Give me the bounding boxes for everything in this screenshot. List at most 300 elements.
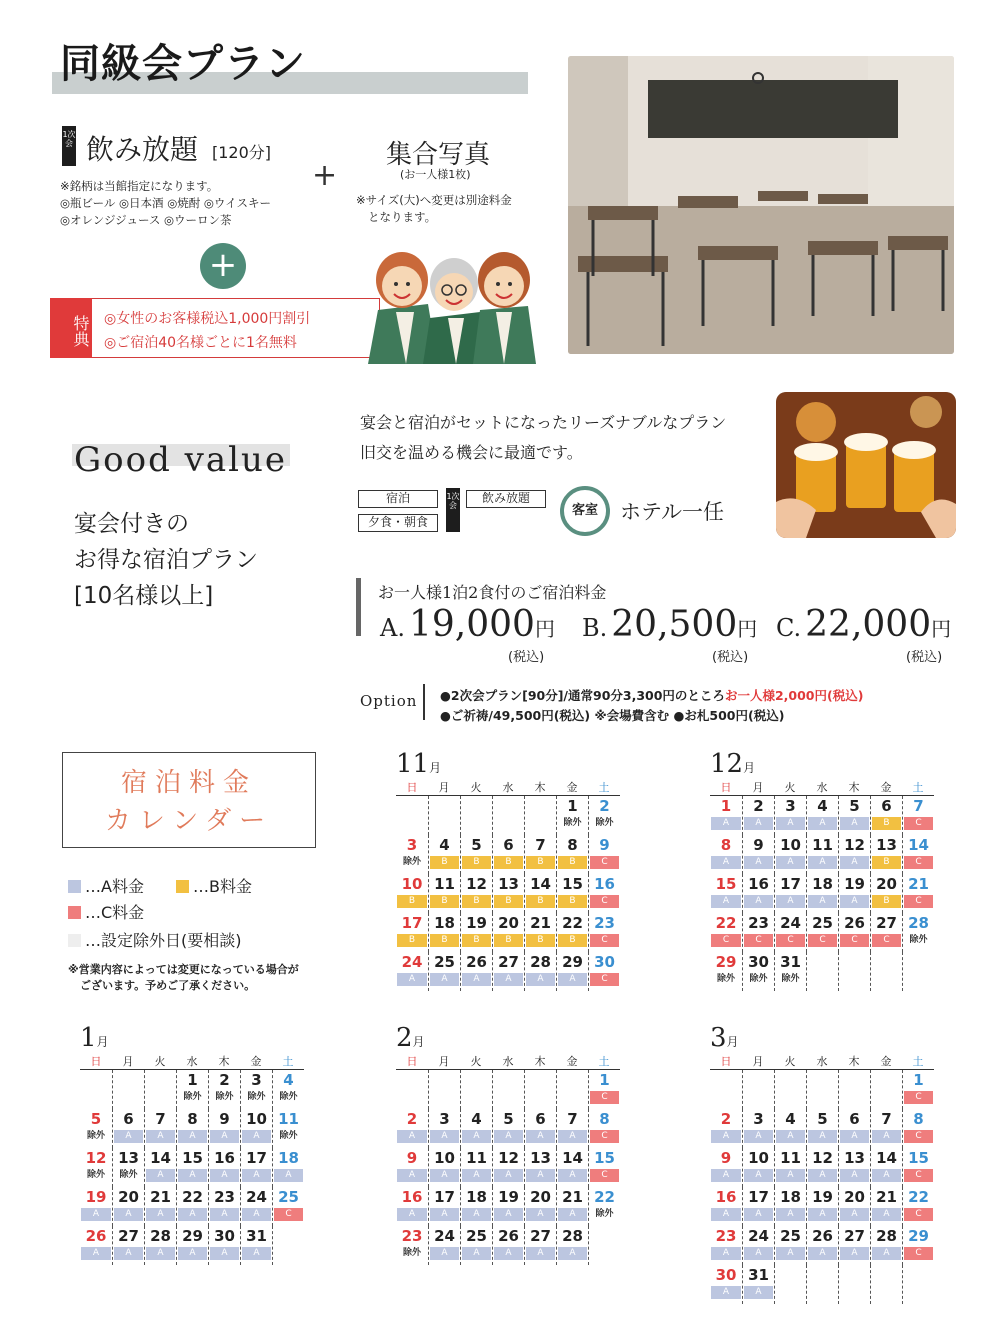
calendar-day: [492, 874, 524, 913]
rate-band: A: [840, 1208, 869, 1221]
price-yen: 円: [534, 617, 555, 641]
day-number: 24: [246, 1188, 267, 1206]
rate-band: C: [904, 817, 933, 830]
day-number: 1: [567, 797, 578, 815]
excluded-day-label: 除外: [402, 1248, 421, 1258]
weekday-header: 水: [806, 1054, 838, 1070]
weekday-header: 火: [774, 1054, 806, 1070]
calendar-day: [806, 874, 838, 913]
calendar-day: [524, 1148, 556, 1187]
day-number: 27: [844, 1227, 865, 1245]
rate-band: A: [558, 1247, 587, 1260]
calendar-day: [144, 1109, 176, 1148]
weekday-header: 金: [870, 780, 902, 796]
calendar-day: [710, 835, 742, 874]
calendar-day: [710, 913, 742, 952]
rate-band: B: [494, 856, 523, 869]
day-number: 6: [881, 797, 892, 815]
rate-band: A: [744, 1286, 773, 1299]
calendar-day: [556, 952, 588, 991]
excluded-day-label: 除外: [119, 1170, 138, 1180]
day-number: 12: [85, 1149, 107, 1167]
calendar-day: [710, 796, 742, 835]
day-number: 25: [812, 914, 833, 932]
day-number: 29: [182, 1227, 203, 1245]
calendar-title-line: カレンダー: [104, 806, 274, 836]
rate-band: A: [462, 973, 491, 986]
day-number: 10: [748, 1149, 769, 1167]
excluded-day-label: 除外: [247, 1092, 266, 1102]
rate-band: C: [590, 973, 619, 986]
day-number: 31: [246, 1227, 267, 1245]
month-grid: [710, 780, 934, 991]
calendar-day: [742, 1148, 774, 1187]
day-number: 6: [535, 1110, 546, 1128]
calendar-day: [556, 1109, 588, 1148]
day-number: 18: [812, 875, 833, 893]
weekday-header: 日: [80, 1054, 112, 1070]
day-number: 27: [530, 1227, 551, 1245]
drink-plan-duration: [120分]: [212, 143, 272, 162]
weekday-header: 月: [742, 780, 774, 796]
weekday-header: 土: [902, 780, 934, 796]
empty-cell: [112, 1070, 144, 1109]
day-number: 2: [219, 1071, 230, 1089]
excluded-day-label: 除外: [781, 974, 800, 984]
day-number: 8: [567, 836, 578, 854]
day-number: 10: [246, 1110, 267, 1128]
rate-band: A: [397, 1208, 427, 1221]
calendar-day: [806, 796, 838, 835]
day-number: 7: [535, 836, 546, 854]
calendar-day: [588, 1148, 620, 1187]
good-value-title: Good value: [74, 440, 288, 480]
rate-band: A: [744, 817, 773, 830]
rate-band: B: [462, 934, 491, 947]
calendar-day: [176, 1070, 208, 1109]
calendar-day: [870, 1109, 902, 1148]
calendar-day: [492, 952, 524, 991]
calendar-day: [588, 796, 620, 835]
calendar-day: [774, 874, 806, 913]
calendar-day: [524, 1187, 556, 1226]
rate-band: C: [840, 934, 869, 947]
day-number: 23: [594, 914, 615, 932]
day-number: 9: [406, 1149, 418, 1167]
calendar-day: [838, 1226, 870, 1265]
empty-cell: [774, 1070, 806, 1109]
price-amount: 19,000: [408, 604, 535, 645]
rate-band: A: [776, 1130, 805, 1143]
rate-band: A: [808, 1169, 837, 1182]
calendar-day: [240, 1148, 272, 1187]
calendar-day: [428, 835, 460, 874]
note-line: ございます。予めご了承ください。: [80, 979, 256, 992]
weekday-header: 火: [144, 1054, 176, 1070]
rate-band: A: [242, 1208, 271, 1221]
legend-text: …C料金: [85, 903, 145, 922]
day-number: 20: [876, 875, 897, 893]
day-number: 15: [715, 875, 737, 893]
group-photo-notes: [356, 192, 512, 226]
calendar-day: [428, 1187, 460, 1226]
rate-band: A: [711, 1208, 741, 1221]
rate-band: B: [526, 934, 555, 947]
calendar-day: [492, 1109, 524, 1148]
rate-band: A: [526, 973, 555, 986]
legend-swatch: [68, 934, 81, 947]
rate-band: B: [494, 934, 523, 947]
excluded-day-label: 除外: [595, 1209, 614, 1219]
classroom-photo: [568, 56, 954, 354]
day-number: 3: [251, 1071, 262, 1089]
calendar-day: [208, 1226, 240, 1265]
day-number: 8: [720, 836, 732, 854]
day-number: 14: [150, 1149, 171, 1167]
price-accent-bar: [356, 578, 361, 636]
day-number: 3: [406, 836, 418, 854]
rate-band: A: [526, 1169, 555, 1182]
excluded-day-label: 除外: [279, 1131, 298, 1141]
photo-note: ※サイズ(大)へ変更は別途料金: [356, 193, 512, 207]
empty-cell: [838, 1070, 870, 1109]
price-b: [582, 604, 757, 645]
empty-cell: [870, 1070, 902, 1109]
calendar-day: [460, 952, 492, 991]
excluded-day-label: 除外: [215, 1092, 234, 1102]
empty-cell: [396, 1070, 428, 1109]
rate-band: A: [872, 1208, 901, 1221]
day-number: 28: [908, 914, 929, 932]
calendar-day: [870, 1187, 902, 1226]
calendar-day: [774, 796, 806, 835]
month-number: 3: [710, 1023, 727, 1053]
calendar-day: [492, 1148, 524, 1187]
price-yen: 円: [931, 617, 952, 641]
rate-band: A: [840, 895, 869, 908]
month-suffix: 月: [726, 1035, 739, 1049]
calendar-day: [524, 1226, 556, 1265]
rate-band: A: [462, 1169, 491, 1182]
calendar-day: [524, 835, 556, 874]
calendar-day: [492, 1187, 524, 1226]
calendar-day: [870, 835, 902, 874]
rate-band: C: [904, 895, 933, 908]
weekday-header: 木: [524, 780, 556, 796]
day-number: 18: [780, 1188, 801, 1206]
price-label: A.: [380, 614, 405, 642]
rate-band: A: [840, 1169, 869, 1182]
calendar-day: [556, 1226, 588, 1265]
calendar-day: [492, 1226, 524, 1265]
day-number: 25: [780, 1227, 801, 1245]
rate-band: B: [462, 895, 491, 908]
day-number: 29: [715, 953, 737, 971]
rate-band: A: [146, 1208, 175, 1221]
drink-notes: [60, 178, 271, 229]
empty-cell: [492, 1070, 524, 1109]
calendar-day: [742, 952, 774, 991]
calendar-day: [492, 835, 524, 874]
day-number: 5: [471, 836, 482, 854]
legend-swatch: [68, 880, 81, 893]
calendar-day: [460, 835, 492, 874]
day-number: 30: [214, 1227, 235, 1245]
weekday-header: 月: [742, 1054, 774, 1070]
day-number: 29: [562, 953, 583, 971]
calendar-day: [272, 1148, 304, 1187]
empty-cell: [272, 1226, 304, 1265]
rate-band: C: [904, 1169, 933, 1182]
rate-band: A: [114, 1130, 143, 1143]
day-number: 7: [881, 1110, 892, 1128]
empty-cell: [80, 1070, 112, 1109]
day-number: 27: [118, 1227, 139, 1245]
day-number: 16: [594, 875, 615, 893]
calendar-day: [428, 1148, 460, 1187]
empty-cell: [460, 1070, 492, 1109]
day-number: 6: [503, 836, 514, 854]
good-value-line: お得な宿泊プラン: [74, 547, 258, 573]
weekday-header: 木: [838, 1054, 870, 1070]
rate-band: A: [146, 1247, 175, 1260]
day-number: 13: [118, 1149, 139, 1167]
calendar-day: [902, 913, 934, 952]
day-number: 3: [439, 1110, 450, 1128]
day-number: 12: [498, 1149, 519, 1167]
empty-cell: [806, 952, 838, 991]
rate-band: B: [397, 934, 427, 947]
day-number: 8: [599, 1110, 610, 1128]
calendar-day: [524, 1109, 556, 1148]
weekday-header: 水: [492, 780, 524, 796]
calendar-day: [396, 874, 428, 913]
legend-swatch: [176, 880, 189, 893]
day-number: 14: [908, 836, 929, 854]
calendar-day: [870, 874, 902, 913]
rate-band: B: [558, 895, 587, 908]
day-number: 22: [908, 1188, 929, 1206]
rate-band: A: [114, 1208, 143, 1221]
rate-band: A: [114, 1247, 143, 1260]
day-number: 21: [562, 1188, 583, 1206]
rate-band: A: [178, 1130, 207, 1143]
calendar-day: [240, 1109, 272, 1148]
month-calendar-january: [80, 1022, 304, 1265]
rate-band: C: [744, 934, 773, 947]
weekday-header: 土: [902, 1054, 934, 1070]
day-number: 27: [498, 953, 519, 971]
calendar-day: [710, 874, 742, 913]
price-c: [776, 604, 951, 645]
calendar-day: [396, 1148, 428, 1187]
day-number: 29: [908, 1227, 929, 1245]
day-number: 16: [715, 1188, 737, 1206]
includes-stay-label: 宿泊: [358, 490, 438, 508]
day-number: 17: [401, 914, 423, 932]
rate-band: A: [526, 1247, 555, 1260]
weekday-header: 火: [460, 1054, 492, 1070]
rate-band: B: [430, 895, 459, 908]
rate-band: A: [526, 1208, 555, 1221]
rate-band: A: [494, 1169, 523, 1182]
rate-band: A: [711, 1286, 741, 1299]
rate-band: A: [494, 1130, 523, 1143]
rate-band: A: [744, 1169, 773, 1182]
rate-band: A: [776, 1208, 805, 1221]
day-number: 4: [471, 1110, 482, 1128]
calendar-day: [806, 835, 838, 874]
day-number: 19: [85, 1188, 107, 1206]
day-number: 19: [466, 914, 487, 932]
empty-cell: [806, 1265, 838, 1304]
beer-toast-photo: [776, 392, 956, 538]
weekday-header: 日: [710, 780, 742, 796]
calendar-day: [556, 835, 588, 874]
calendar-day: [902, 1187, 934, 1226]
good-value-line: [10名様以上]: [74, 583, 214, 609]
rate-band: A: [558, 1208, 587, 1221]
option-line-2: ●ご祈祷/49,500円(税込) ※会場費含む ●お札500円(税込): [440, 708, 785, 723]
rate-band: A: [776, 1247, 805, 1260]
calendar-day: [460, 874, 492, 913]
calendar-day: [556, 913, 588, 952]
calendar-day: [112, 1109, 144, 1148]
day-number: 23: [715, 1227, 737, 1245]
weekday-header: 金: [870, 1054, 902, 1070]
weekday-header: 土: [272, 1054, 304, 1070]
empty-cell: [806, 1070, 838, 1109]
excluded-day-label: 除外: [909, 935, 928, 945]
description-line: 旧交を温める機会に最適です。: [360, 443, 583, 462]
rate-band: A: [274, 1169, 303, 1182]
calendar-day: [460, 1187, 492, 1226]
calendar-day: [396, 1226, 428, 1265]
calendar-day: [838, 1148, 870, 1187]
calendar-day: [112, 1226, 144, 1265]
calendar-day: [838, 796, 870, 835]
month-title: [80, 1022, 304, 1054]
calendar-day: [460, 1109, 492, 1148]
day-number: 2: [753, 797, 764, 815]
rate-band: A: [81, 1208, 111, 1221]
rate-band: B: [872, 856, 901, 869]
empty-cell: [460, 796, 492, 835]
rate-band: C: [590, 856, 619, 869]
rate-band: C: [776, 934, 805, 947]
calendar-day: [902, 1226, 934, 1265]
empty-cell: [742, 1070, 774, 1109]
day-number: 13: [876, 836, 897, 854]
option-label: Option: [360, 692, 418, 710]
weekday-header: 火: [774, 780, 806, 796]
price-amount: 22,000: [805, 604, 932, 645]
calendar-day: [742, 1265, 774, 1304]
calendar-day: [396, 952, 428, 991]
calendar-day: [742, 1187, 774, 1226]
day-number: 17: [780, 875, 801, 893]
rate-band: A: [840, 817, 869, 830]
rate-band: A: [178, 1247, 207, 1260]
weekday-header: 水: [806, 780, 838, 796]
day-number: 4: [283, 1071, 294, 1089]
rate-band: C: [904, 1091, 933, 1104]
calendar-day: [272, 1109, 304, 1148]
calendar-day: [870, 1148, 902, 1187]
calendar-day: [524, 874, 556, 913]
calendar-day: [208, 1187, 240, 1226]
month-suffix: 月: [96, 1035, 109, 1049]
calendar-day: [742, 796, 774, 835]
calendar-day: [112, 1187, 144, 1226]
day-number: 24: [401, 953, 423, 971]
month-grid: [80, 1054, 304, 1265]
month-suffix: 月: [743, 761, 756, 775]
weekday-header: 金: [556, 1054, 588, 1070]
calendar-day: [870, 1226, 902, 1265]
rate-band: A: [808, 1247, 837, 1260]
calendar-day: [176, 1109, 208, 1148]
rate-band: A: [462, 1130, 491, 1143]
day-number: 26: [85, 1227, 107, 1245]
excluded-day-label: 除外: [563, 818, 582, 828]
day-number: 5: [503, 1110, 514, 1128]
rate-band: A: [494, 1208, 523, 1221]
rate-band: A: [242, 1247, 271, 1260]
day-number: 24: [748, 1227, 769, 1245]
day-number: 26: [812, 1227, 833, 1245]
rate-band: A: [808, 856, 837, 869]
option-separator: [423, 684, 425, 720]
day-number: 8: [913, 1110, 924, 1128]
weekday-header: 水: [176, 1054, 208, 1070]
calendar-day: [428, 913, 460, 952]
calendar-day: [588, 1187, 620, 1226]
rate-band: A: [808, 817, 837, 830]
includes-meals-label: 夕食・朝食: [358, 514, 438, 532]
calendar-day: [838, 1187, 870, 1226]
rate-band: B: [872, 895, 901, 908]
rate-band: C: [274, 1208, 303, 1221]
weekday-header: 水: [492, 1054, 524, 1070]
rate-band: C: [904, 1130, 933, 1143]
weekday-header: 木: [524, 1054, 556, 1070]
calendar-day: [396, 1109, 428, 1148]
day-number: 14: [876, 1149, 897, 1167]
calendar-day: [710, 1187, 742, 1226]
legend-swatch: [68, 906, 81, 919]
weekday-header: 金: [556, 780, 588, 796]
rate-band: A: [744, 1208, 773, 1221]
legend-text: …設定除外日(要相談): [85, 931, 242, 950]
calendar-day: [774, 1187, 806, 1226]
calendar-day: [396, 1187, 428, 1226]
calendar-day: [240, 1070, 272, 1109]
calendar-day: [556, 1187, 588, 1226]
calendar-day: [524, 952, 556, 991]
calendar-day: [144, 1226, 176, 1265]
day-number: 17: [434, 1188, 455, 1206]
empty-cell: [710, 1070, 742, 1109]
day-number: 1: [187, 1071, 198, 1089]
calendar-day: [806, 1109, 838, 1148]
calendar-day: [742, 1226, 774, 1265]
rate-band: A: [872, 1130, 901, 1143]
calendar-day: [838, 1109, 870, 1148]
day-number: 2: [720, 1110, 732, 1128]
day-number: 18: [466, 1188, 487, 1206]
day-number: 9: [753, 836, 764, 854]
